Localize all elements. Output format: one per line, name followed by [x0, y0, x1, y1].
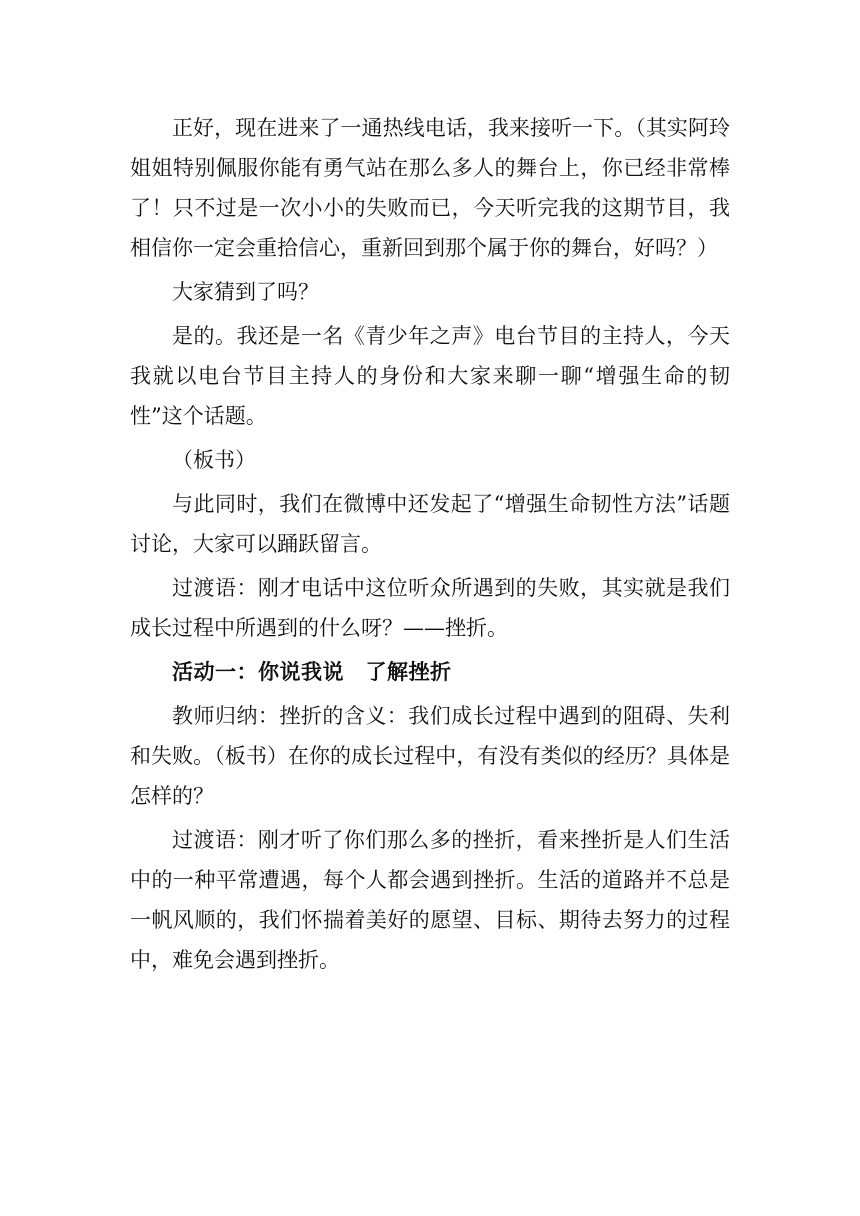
- document-body: [130, 108, 730, 984]
- paragraph-transition-2: 过渡语：刚才听了你们那么多的挫折，看来挫折是人们生活中的一种平常遭遇，每个人都会遇到挫折。生活的道路并不总是一帆风顺的，我们怀揣着美好的愿望、目标、期待去努力的过程中，难免会遇到挫折。: [130, 828, 730, 972]
- paragraph-host-intro: 是的。我还是一名《青少年之声》电台节目的主持人，今天我就以电台节目主持人的身份和大家来聊一聊“增强生命的韧性”这个话题。: [130, 324, 730, 428]
- paragraph-hotline: 正好，现在进来了一通热线电话，我来接听一下。（其实阿玲姐姐特别佩服你能有勇气站在那么多人的舞台上，你已经非常棒了！只不过是一次小小的失败而已，今天听完我的这期节目，我相信你一定会重拾信心，重新回到那个属于你的舞台，好吗？）: [130, 116, 730, 260]
- activity-heading: 活动一：你说我说 了解挫折: [172, 660, 452, 684]
- paragraph-transition-1: 过渡语：刚才电话中这位听众所遇到的失败，其实就是我们成长过程中所遇到的什么呀？——挫折。: [130, 576, 730, 640]
- paragraph-board-note: （板书）: [172, 448, 256, 472]
- paragraph-weibo: 与此同时，我们在微博中还发起了“增强生命韧性方法”话题讨论，大家可以踊跃留言。: [130, 492, 730, 556]
- paragraph-question: 大家猜到了吗？: [172, 280, 319, 304]
- paragraph-teacher-summary: 教师归纳：挫折的含义：我们成长过程中遇到的阻碍、失利和失败。（板书）在你的成长过程中，有没有类似的经历？具体是怎样的？: [130, 704, 730, 808]
